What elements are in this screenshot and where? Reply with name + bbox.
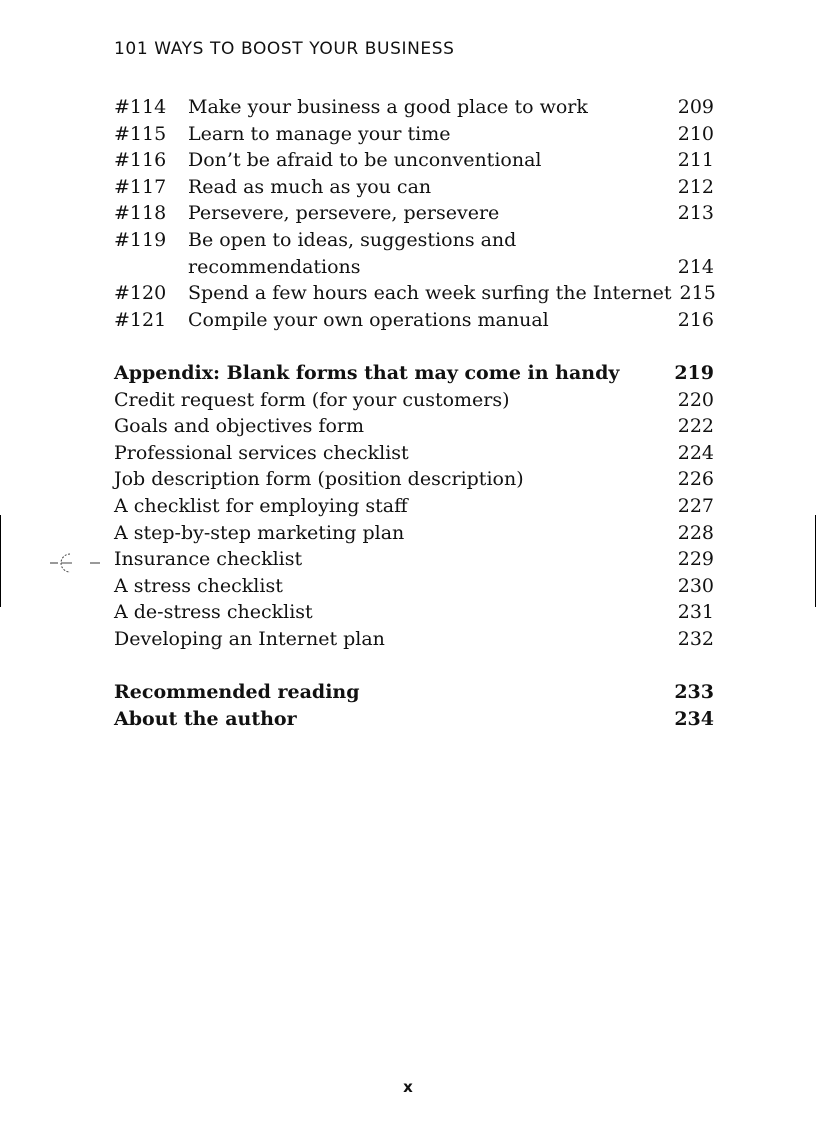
appendix-item-title: Credit request form (for your customers) xyxy=(114,388,510,411)
entry-number: #119 xyxy=(114,228,167,251)
entry-title: Spend a few hours each week surfing the Internet xyxy=(188,282,672,305)
appendix-item-page: 226 xyxy=(677,468,714,491)
appendix-heading-page: 219 xyxy=(674,361,714,384)
back-matter-page: 234 xyxy=(674,707,714,730)
appendix-item-page: 230 xyxy=(677,574,714,597)
toc-entry xyxy=(114,147,714,174)
entry-number: #120 xyxy=(114,282,167,305)
appendix-item xyxy=(114,546,714,573)
appendix-item xyxy=(114,520,714,547)
entry-page: 214 xyxy=(677,255,714,278)
appendix-item xyxy=(114,413,714,440)
back-matter-title: About the author xyxy=(114,707,297,730)
entry-number: #117 xyxy=(114,175,167,198)
entry-title: Don’t be afraid to be unconventional xyxy=(188,149,542,172)
back-matter-entry xyxy=(114,679,714,706)
back-matter-entry xyxy=(114,706,714,733)
toc-entry xyxy=(114,280,714,307)
appendix-item-title: A step-by-step marketing plan xyxy=(114,521,405,544)
registration-mark-icon xyxy=(48,550,104,576)
entry-number: #114 xyxy=(114,96,167,118)
toc-entry xyxy=(114,227,714,280)
appendix-item-title: Goals and objectives form xyxy=(114,415,365,438)
toc-entry xyxy=(114,200,714,227)
entry-title: Persevere, persevere, persevere xyxy=(188,202,500,225)
entry-number: #118 xyxy=(114,202,167,225)
appendix-item-title: Professional services checklist xyxy=(114,441,409,464)
appendix-item xyxy=(114,387,714,414)
entry-number: #116 xyxy=(114,149,167,172)
entry-title xyxy=(188,227,670,280)
back-matter-page: 233 xyxy=(674,681,714,704)
appendix-item-title: Developing an Internet plan xyxy=(114,627,385,650)
section-spacer xyxy=(114,652,714,679)
appendix-heading-title: Appendix: Blank forms that may come in handy xyxy=(114,361,620,384)
entry-page: 211 xyxy=(677,149,714,172)
toc-entry xyxy=(114,307,714,334)
entry-title-line: recommendations xyxy=(188,255,361,278)
appendix-item-title: Insurance checklist xyxy=(114,548,303,571)
appendix-item xyxy=(114,440,714,467)
appendix-item-title: A checklist for employing staff xyxy=(114,494,408,517)
entry-number: #115 xyxy=(114,122,167,145)
crop-mark-left xyxy=(0,515,1,607)
appendix-item-page: 229 xyxy=(677,548,714,571)
entry-page: 213 xyxy=(677,202,714,225)
appendix-item-page: 227 xyxy=(677,494,714,517)
appendix-item xyxy=(114,599,714,626)
appendix-item-title: Job description form (position description) xyxy=(114,468,524,491)
appendix-item-title: A de-stress checklist xyxy=(114,601,313,624)
entry-title: Make your business a good place to work xyxy=(188,96,588,118)
appendix-item-page: 222 xyxy=(677,415,714,438)
appendix-item-page: 224 xyxy=(677,441,714,464)
appendix-item xyxy=(114,573,714,600)
toc-entry xyxy=(114,121,714,148)
toc-entry xyxy=(114,94,714,121)
section-spacer xyxy=(114,333,714,360)
back-matter-title: Recommended reading xyxy=(114,681,360,704)
appendix-item-page: 228 xyxy=(677,521,714,544)
table-of-contents xyxy=(114,94,714,732)
entry-page: 210 xyxy=(677,122,714,145)
appendix-heading xyxy=(114,360,714,387)
page-folio: x xyxy=(403,1078,413,1096)
appendix-item-page: 231 xyxy=(677,601,714,624)
toc-entry xyxy=(114,174,714,201)
appendix-item-title: A stress checklist xyxy=(114,574,283,597)
appendix-item xyxy=(114,493,714,520)
entry-title: Compile your own operations manual xyxy=(188,308,549,331)
running-head: 101 WAYS TO BOOST YOUR BUSINESS xyxy=(114,39,455,59)
entry-number: #121 xyxy=(114,308,167,331)
appendix-item xyxy=(114,626,714,653)
entry-page: 215 xyxy=(679,282,716,305)
entry-page: 212 xyxy=(677,175,714,198)
entry-title-line: Be open to ideas, suggestions and xyxy=(188,228,517,251)
appendix-item-page: 220 xyxy=(677,388,714,411)
entry-title: Learn to manage your time xyxy=(188,122,451,145)
appendix-item-page: 232 xyxy=(677,627,714,650)
entry-page: 209 xyxy=(677,96,714,118)
appendix-item xyxy=(114,466,714,493)
entry-title: Read as much as you can xyxy=(188,175,432,198)
entry-page: 216 xyxy=(677,308,714,331)
